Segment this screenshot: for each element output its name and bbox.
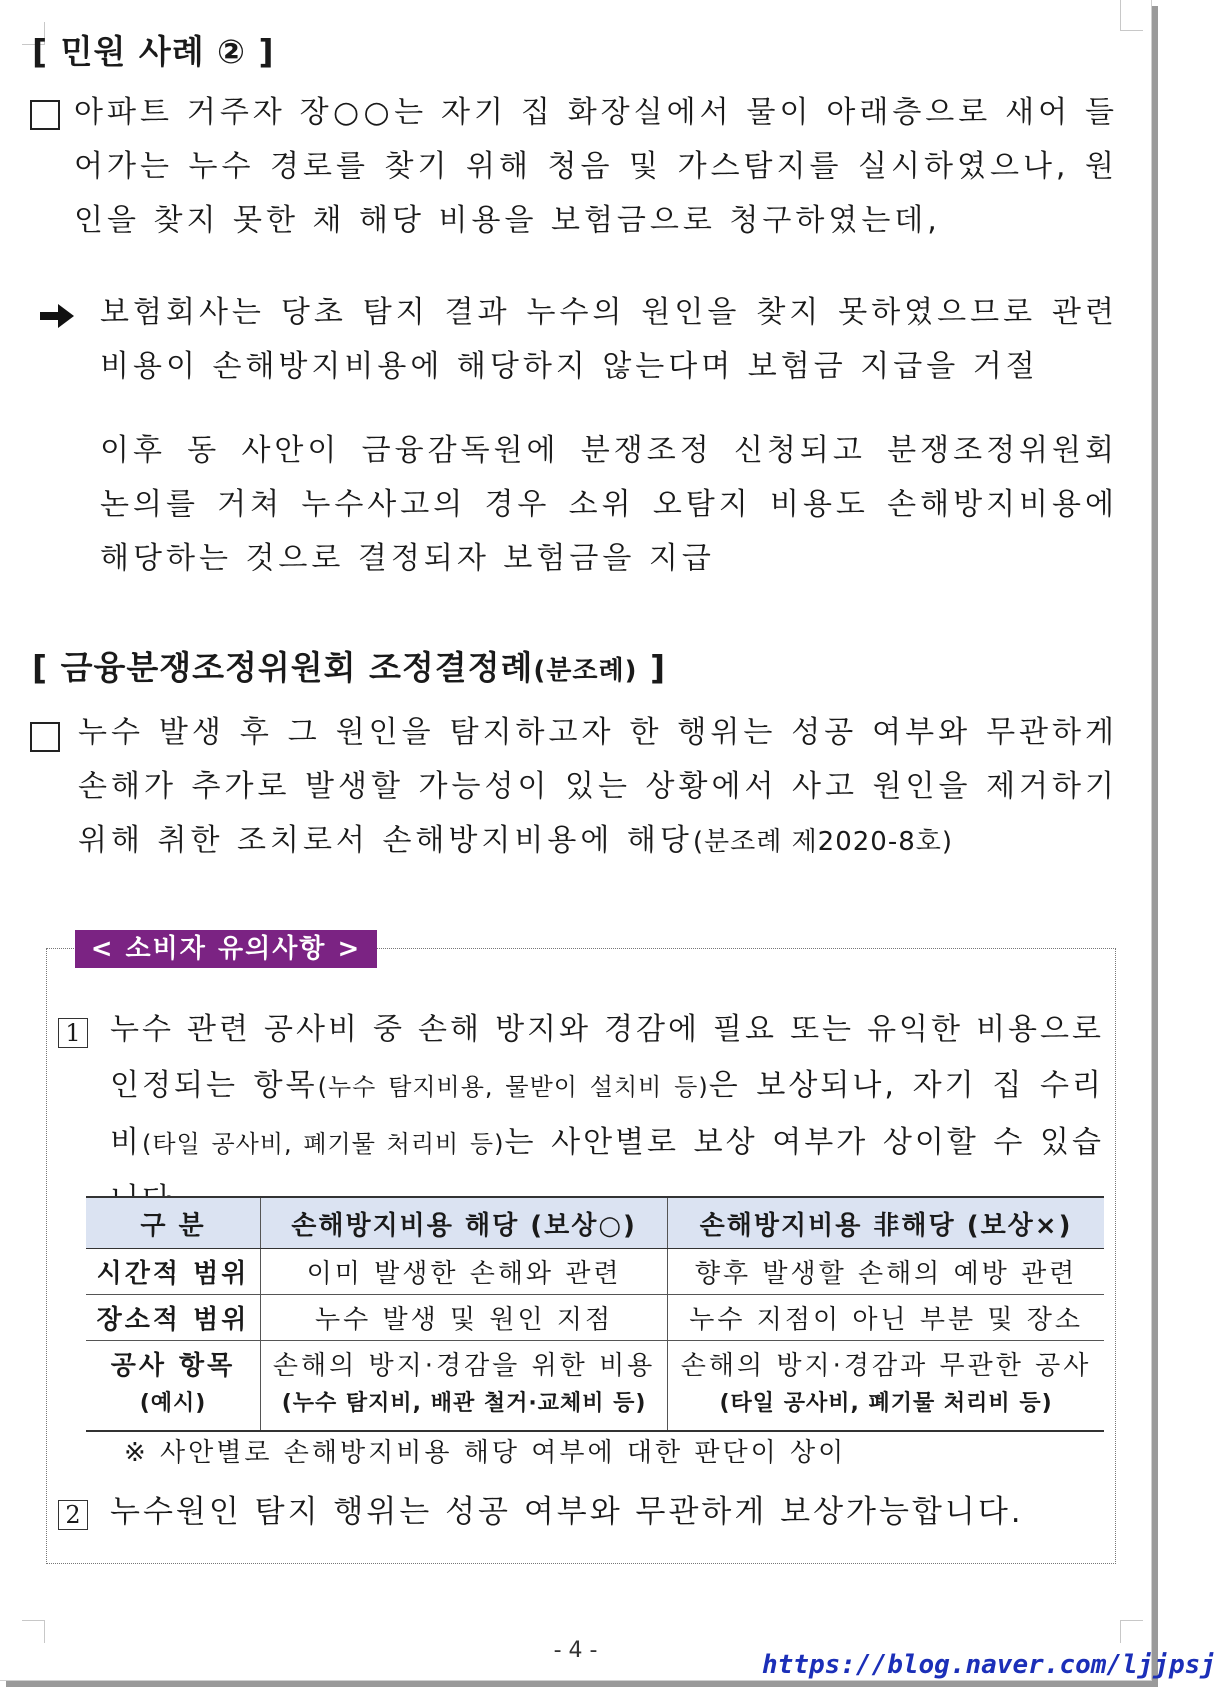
table-header-category: 구 분	[86, 1197, 261, 1249]
precedent-reference: (분조례 제2020-8호)	[692, 827, 954, 857]
table-cell	[668, 1341, 1104, 1431]
table-row-label: 장소적 범위	[86, 1295, 261, 1341]
crop-mark-top-right	[1120, 0, 1143, 31]
notice-1-text-d: (타일 공사비, 폐기물 처리비 등)	[141, 1130, 505, 1158]
consumer-notice-title: < 소비자 유의사항 >	[75, 930, 377, 968]
precedent-paragraph	[78, 706, 1118, 869]
number-box-2: 2	[58, 1500, 88, 1530]
table-row-label-sub: (예시)	[139, 1391, 207, 1417]
case-paragraph-2: 보험회사는 당초 탐지 결과 누수의 원인을 찾지 못하였으므로 관련 비용이 손해방지비용에 해당하지 않는다며 보험금 지급을 거절	[100, 295, 1118, 384]
table-cell: 이미 발생한 손해와 관련	[261, 1249, 668, 1295]
checkbox-bullet-icon	[30, 722, 60, 752]
table-cell: 누수 지점이 아닌 부분 및 장소	[668, 1295, 1104, 1341]
notice-item-1	[110, 1002, 1104, 1228]
notice-1-text-a: 누수 관련 공사비 중 손해 방지와 경감에 필요 또는 유익한 비용으로 인정되는 항목	[110, 1012, 1104, 1103]
checkbox-bullet-icon	[30, 100, 60, 130]
table-row	[86, 1249, 1104, 1295]
table-cell	[261, 1341, 668, 1431]
table-row	[86, 1295, 1104, 1341]
table-cell: 향후 발생할 손해의 예방 관련	[668, 1249, 1104, 1295]
blog-url-watermark: https://blog.naver.com/ljjpsj	[762, 1650, 1216, 1680]
table-cell-main: 손해의 방지·경감과 무관한 공사	[680, 1351, 1092, 1382]
precedent-heading-end: ]	[637, 648, 667, 687]
table-header-row	[86, 1197, 1104, 1249]
notice-1-text-c: 은 보상되나, 자기 집 수리비	[110, 1068, 1104, 1160]
case-heading: [ 민원 사례 ② ]	[32, 32, 275, 71]
table-cell-sub: (누수 탐지비, 배관 철거·교체비 등)	[281, 1391, 647, 1417]
right-arrow-icon	[40, 304, 74, 328]
case-paragraph-3: 이후 동 사안이 금융감독원에 분쟁조정 신청되고 분쟁조정위원회 논의를 거쳐 누수사고의 경우 소위 오탐지 비용도 손해방지비용에 해당하는 것으로 결정되자 보험금을 지급	[100, 433, 1118, 576]
notice-1-text-e: 는 사안별로 보상 여부가 상이할 수 있습	[504, 1125, 1104, 1160]
comparison-table	[86, 1196, 1104, 1432]
precedent-heading-abbr: (분조례)	[533, 656, 638, 686]
table-cell: 누수 발생 및 원인 지점	[261, 1295, 668, 1341]
table-note: ※ 사안별로 손해방지비용 해당 여부에 대한 판단이 상이	[124, 1438, 847, 1468]
case-paragraph-1: 아파트 거주자 장○○는 자기 집 화장실에서 물이 아래층으로 새어 들어가는 누수 경로를 찾기 위해 청음 및 가스탐지를 실시하였으나, 원인을 찾지 못한 채 해당 비용을 보험금으로 청구하였는데,	[74, 95, 1118, 238]
table-header-covered: 손해방지비용 해당 (보상○)	[261, 1197, 668, 1249]
table-row-label-main: 공사 항목	[110, 1351, 236, 1382]
notice-item-2: 누수원인 탐지 행위는 성공 여부와 무관하게 보상가능합니다.	[110, 1494, 1024, 1530]
number-box-1: 1	[58, 1018, 88, 1048]
table-row-label	[86, 1341, 261, 1431]
table-header-not-covered: 손해방지비용 非해당 (보상×)	[668, 1197, 1104, 1249]
page-number: - 4 -	[553, 1638, 598, 1663]
notice-1-text-b: (누수 탐지비용, 물받이 설치비 등)	[317, 1073, 709, 1101]
precedent-heading-text: [ 금융분쟁조정위원회 조정결정례	[32, 648, 534, 687]
precedent-heading	[32, 642, 666, 689]
table-row-label: 시간적 범위	[86, 1249, 261, 1295]
table-cell-main: 손해의 방지·경감을 위한 비용	[272, 1351, 656, 1382]
precedent-text: 누수 발생 후 그 원인을 탐지하고자 한 행위는 성공 여부와 무관하게 손해가 추가로 발생할 가능성이 있는 상황에서 사고 원인을 제거하기 위해 취한 조치로서 손해방지비용에 해당	[78, 715, 1118, 858]
table-row	[86, 1341, 1104, 1431]
table-cell-sub: (타일 공사비, 폐기물 처리비 등)	[719, 1391, 1053, 1417]
